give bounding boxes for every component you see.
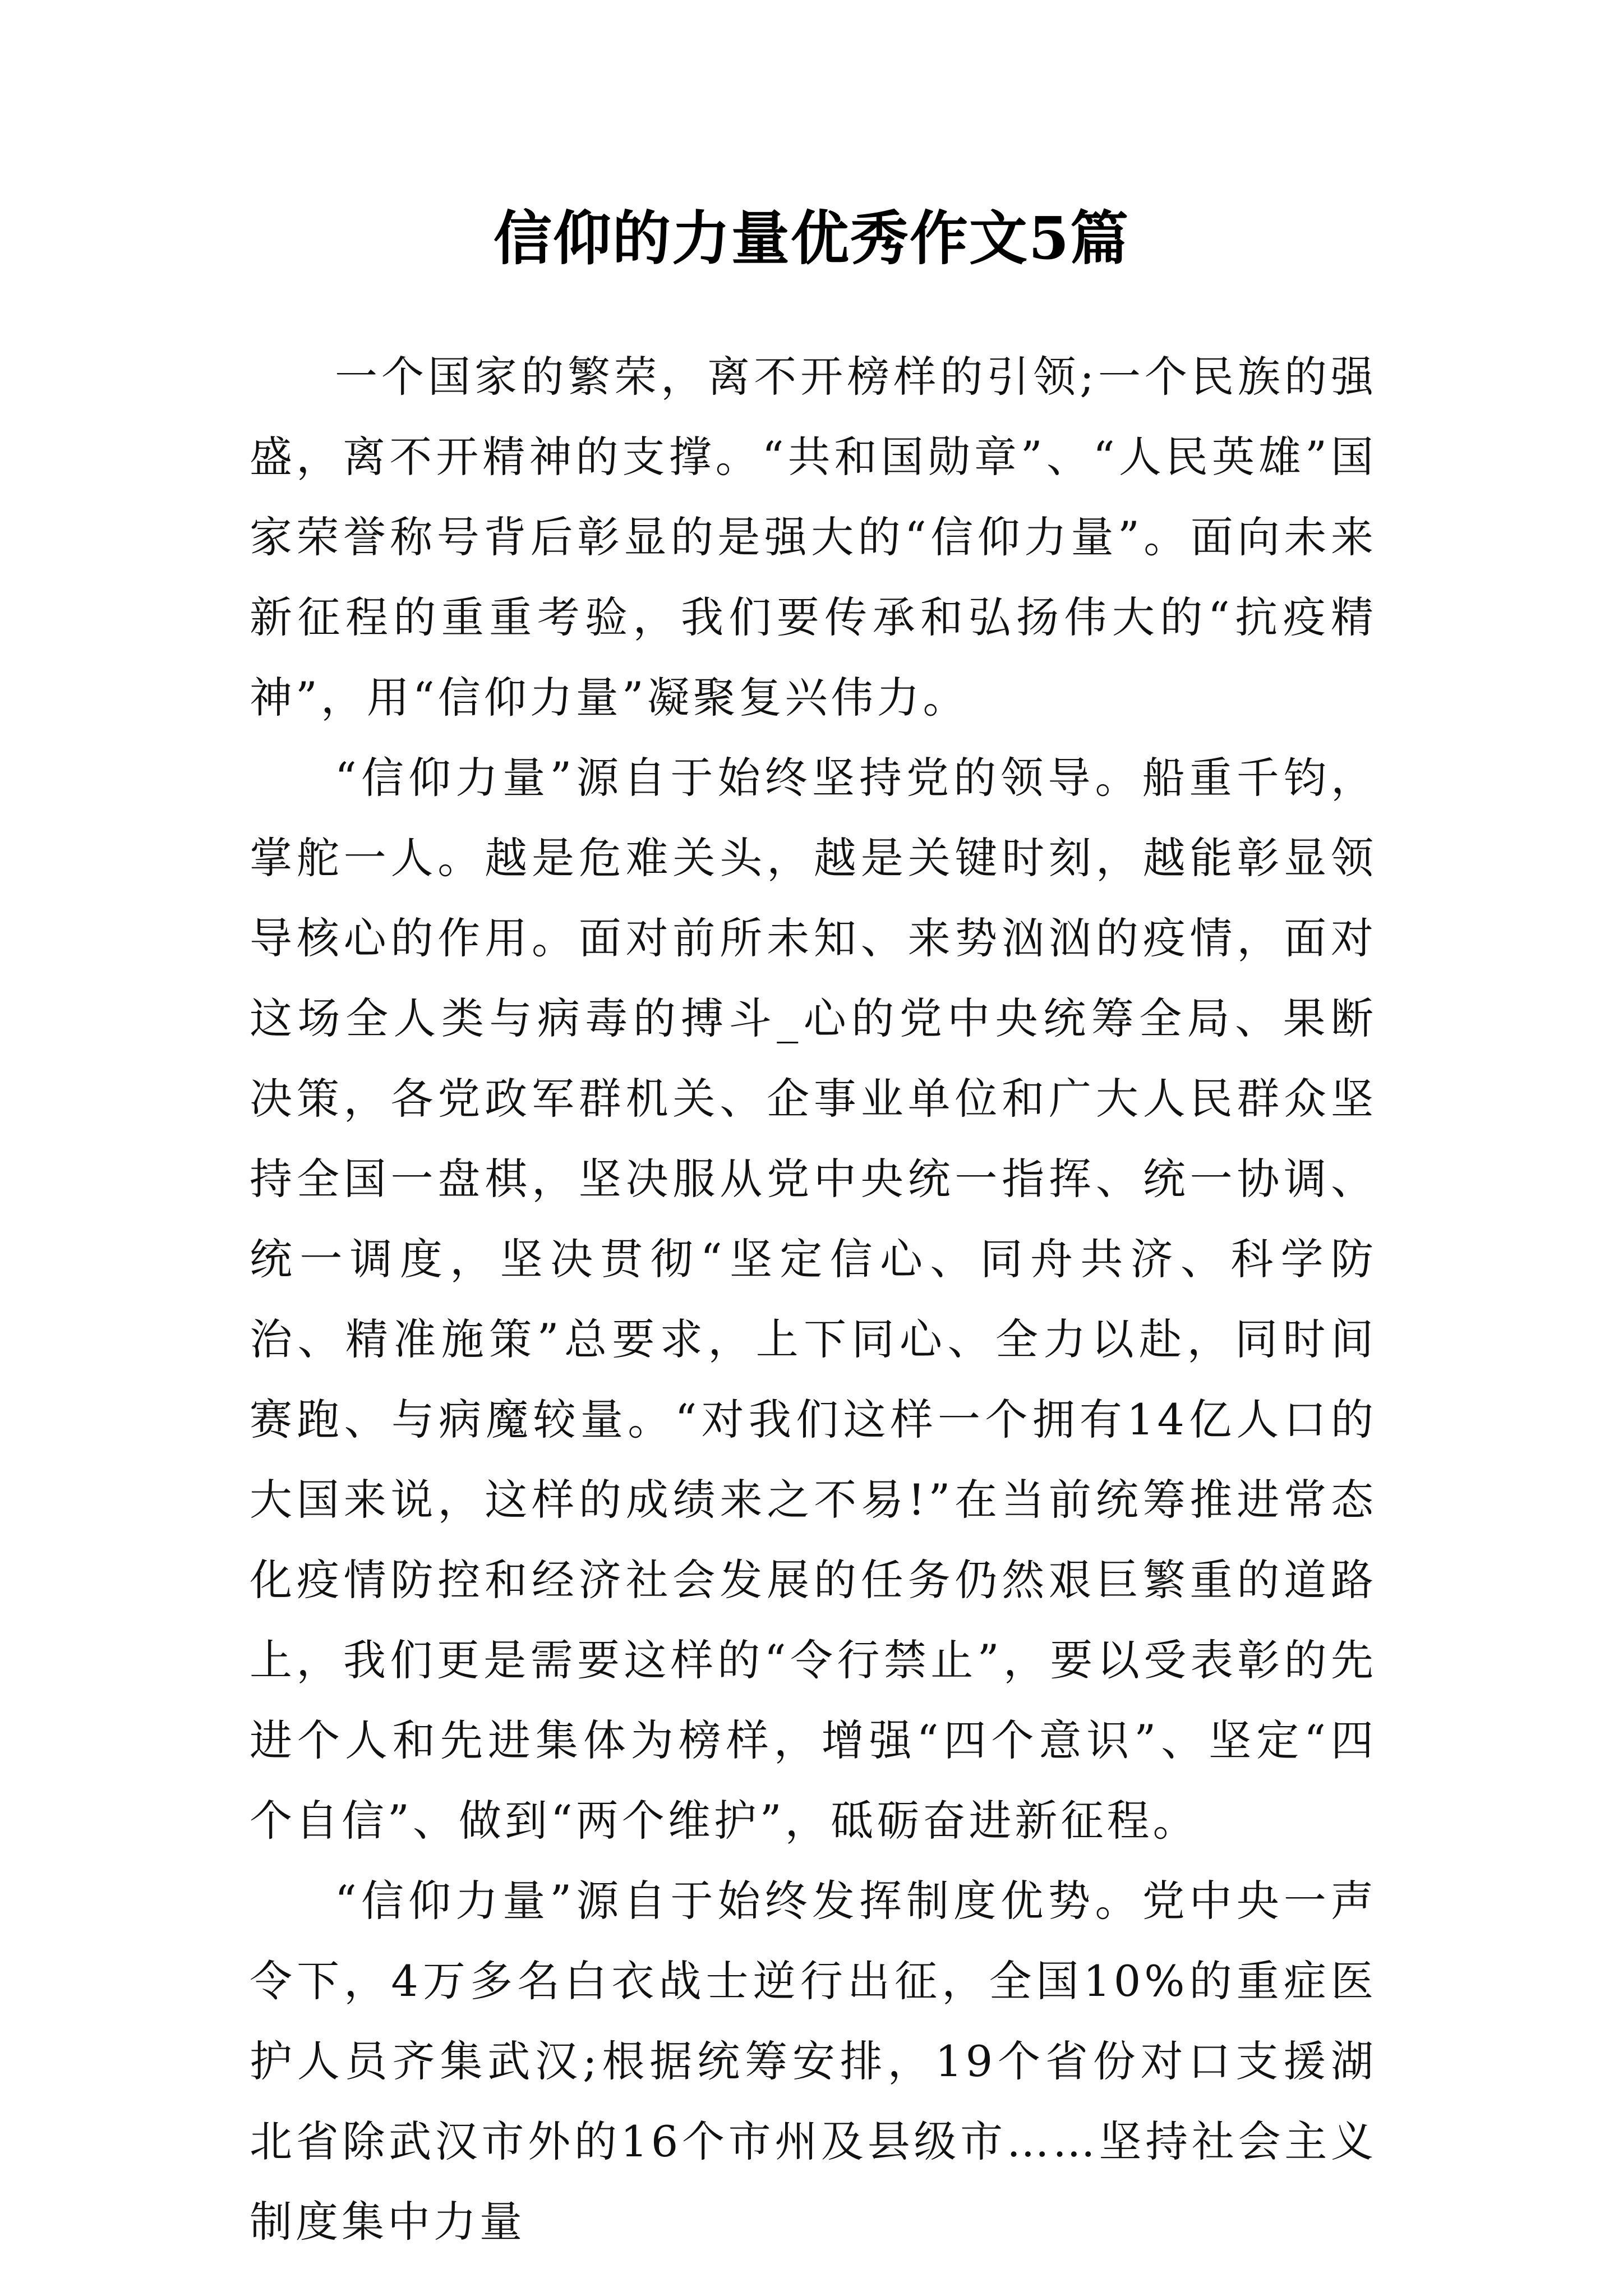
document-title: 信仰的力量优秀作文5篇 [493,204,1130,273]
paragraph-2: “信仰力量”源自于始终坚持党的领导。船重千钧，掌舵一人。越是危难关头，越是关键时刻，越能彰显领导核心的作用。面对前所未知、来势汹汹的疫情，面对这场全人类与病毒的搏斗_心的党中央统筹全局、果断决策，各党政军群机关、企事业单位和广大人民群众坚持全国一盘棋，坚决服从党中央统一指挥、统一协调、统一调度，坚决贯彻“坚定信心、同舟共济、科学防治、精准施策”总要求，上下同心、全力以赴，同时间赛跑、与病魔较量。“对我们这样一个拥有14亿人口的大国来说，这样的成绩来之不易!”在当前统筹推进常态化疫情防控和经济社会发展的任务仍然艰巨繁重的道路上，我们更是需要这样的“令行禁止”，要以受表彰的先进个人和先进集体为榜样，增强“四个意识”、坚定“四个自信”、做到“两个维护”，砥砺奋进新征程。 [250,753,1377,1846]
paragraph-1: 一个国家的繁荣，离不开榜样的引领;一个民族的强盛，离不开精神的支撑。“共和国勋章”、“人民英雄”国家荣誉称号背后彰显的是强大的“信仰力量”。面向未来新征程的重重考验，我们要传承和弘扬伟大的“抗疫精神”，用“信仰力量”凝聚复兴伟力。 [250,352,1377,723]
document-body [250,337,1377,2262]
paragraph-3: “信仰力量”源自于始终发挥制度优势。党中央一声令下，4万多名白衣战士逆行出征，全国10%的重症医护人员齐集武汉;根据统筹安排，19个省份对口支援湖北省除武汉市外的16个市州及县级市……坚持社会主义制度集中力量 [250,1876,1377,2247]
